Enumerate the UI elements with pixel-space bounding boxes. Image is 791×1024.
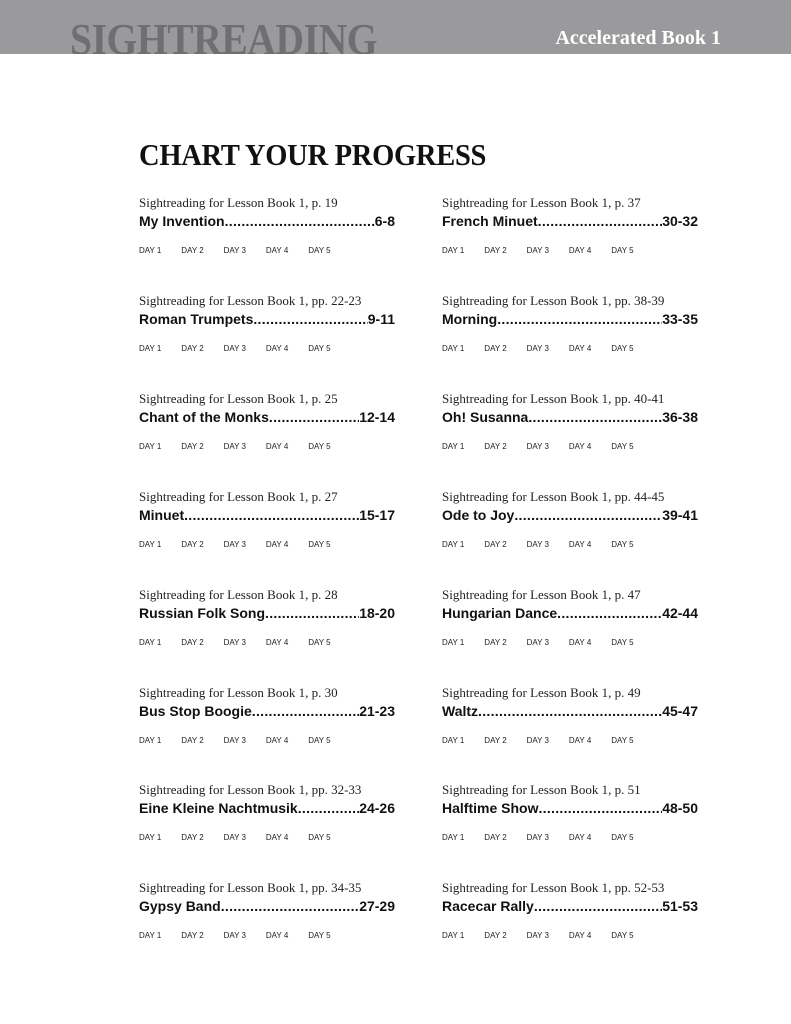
piece-line bbox=[442, 604, 698, 622]
day-row bbox=[139, 931, 395, 941]
piece-line bbox=[139, 408, 395, 426]
day-checkbox-label: DAY 2 bbox=[181, 246, 204, 255]
day-checkbox-label: DAY 1 bbox=[442, 637, 465, 647]
piece-pages: 39-41 bbox=[662, 506, 698, 523]
day-row bbox=[442, 833, 698, 843]
lesson-book-reference: Sightreading for Lesson Book 1, p. 49 bbox=[442, 684, 641, 700]
day-checkbox-label: DAY 5 bbox=[308, 735, 331, 745]
day-row bbox=[139, 736, 395, 746]
piece-pages: 33-35 bbox=[662, 310, 698, 327]
piece-title: Russian Folk Song bbox=[139, 604, 266, 621]
day-checkbox-label: DAY 4 bbox=[568, 343, 592, 353]
day-checkbox-label: DAY 5 bbox=[308, 441, 331, 451]
piece-pages: 48-50 bbox=[662, 800, 698, 817]
piece-entry bbox=[139, 880, 395, 941]
piece-title: Eine Kleine Nachtmusik bbox=[139, 800, 298, 817]
leader-dots bbox=[265, 604, 359, 622]
piece-pages: 6-8 bbox=[374, 213, 395, 229]
leader-dots bbox=[528, 408, 662, 426]
lesson-book-reference: Sightreading for Lesson Book 1, p. 37 bbox=[442, 195, 641, 210]
day-checkbox-label: DAY 5 bbox=[611, 539, 634, 549]
piece-line bbox=[139, 506, 395, 524]
piece-entry bbox=[139, 489, 395, 550]
day-checkbox-label: DAY 1 bbox=[139, 539, 162, 549]
day-row bbox=[442, 736, 698, 746]
piece-line bbox=[442, 702, 698, 720]
day-checkbox-label: DAY 5 bbox=[308, 931, 331, 941]
page-title: CHART YOUR PROGRESS bbox=[139, 137, 487, 172]
piece-entry bbox=[139, 293, 395, 354]
day-checkbox-label: DAY 3 bbox=[223, 735, 246, 745]
piece-pages: 36-38 bbox=[662, 408, 698, 425]
piece-line bbox=[442, 310, 698, 328]
header-brand: SIGHTREADING bbox=[70, 15, 378, 54]
day-checkbox-label: DAY 2 bbox=[484, 441, 507, 451]
leader-dots bbox=[252, 702, 359, 720]
piece-pages: 12-14 bbox=[359, 408, 395, 425]
day-row bbox=[442, 638, 698, 648]
day-checkbox-label: DAY 4 bbox=[265, 637, 289, 647]
piece-line bbox=[139, 212, 395, 230]
day-checkbox-label: DAY 4 bbox=[568, 931, 592, 941]
day-checkbox-label: DAY 5 bbox=[308, 833, 331, 843]
piece-line bbox=[442, 408, 698, 426]
day-checkbox-label: DAY 1 bbox=[442, 833, 465, 843]
day-checkbox-label: DAY 4 bbox=[265, 246, 289, 255]
piece-title: Racecar Rally bbox=[442, 898, 534, 915]
piece-pages: 18-20 bbox=[359, 604, 395, 621]
day-row bbox=[139, 638, 395, 648]
piece-line bbox=[139, 310, 395, 328]
piece-entry bbox=[139, 195, 395, 256]
day-row bbox=[139, 246, 395, 256]
day-checkbox-label: DAY 5 bbox=[308, 246, 331, 255]
piece-pages: 27-29 bbox=[359, 898, 395, 915]
day-checkbox-label: DAY 1 bbox=[139, 441, 162, 451]
leader-dots bbox=[225, 212, 375, 230]
day-checkbox-label: DAY 4 bbox=[265, 931, 289, 941]
piece-title: Minuet bbox=[139, 506, 185, 523]
day-checkbox-label: DAY 1 bbox=[442, 246, 465, 255]
day-checkbox-label: DAY 1 bbox=[442, 931, 465, 941]
piece-title: French Minuet bbox=[442, 213, 538, 229]
day-checkbox-label: DAY 1 bbox=[442, 539, 465, 549]
piece-title: My Invention bbox=[139, 213, 225, 229]
day-checkbox-label: DAY 5 bbox=[611, 735, 634, 745]
piece-entry bbox=[139, 391, 395, 452]
day-checkbox-label: DAY 1 bbox=[139, 343, 162, 353]
leader-dots bbox=[514, 506, 662, 524]
lesson-book-reference: Sightreading for Lesson Book 1, p. 28 bbox=[139, 586, 338, 602]
day-checkbox-label: DAY 2 bbox=[181, 931, 204, 941]
piece-pages: 24-26 bbox=[359, 800, 395, 817]
piece-entry bbox=[442, 391, 698, 452]
day-checkbox-label: DAY 3 bbox=[223, 539, 246, 549]
day-checkbox-label: DAY 4 bbox=[568, 441, 592, 451]
leader-dots bbox=[298, 799, 359, 817]
day-checkbox-label: DAY 1 bbox=[139, 735, 162, 745]
day-checkbox-label: DAY 5 bbox=[308, 637, 331, 647]
day-row bbox=[442, 344, 698, 354]
piece-title: Halftime Show bbox=[442, 800, 539, 817]
day-checkbox-label: DAY 3 bbox=[223, 441, 246, 451]
piece-title: Waltz bbox=[442, 702, 479, 719]
leader-dots bbox=[557, 604, 662, 622]
header-book-title: Accelerated Book 1 bbox=[555, 27, 721, 49]
day-checkbox-label: DAY 5 bbox=[308, 539, 331, 549]
leader-dots bbox=[253, 310, 367, 328]
day-checkbox-label: DAY 2 bbox=[181, 539, 204, 549]
day-checkbox-label: DAY 3 bbox=[223, 246, 246, 255]
leader-dots bbox=[269, 408, 359, 426]
lesson-book-reference: Sightreading for Lesson Book 1, p. 27 bbox=[139, 488, 338, 504]
day-checkbox-label: DAY 3 bbox=[526, 441, 549, 451]
piece-title: Morning bbox=[442, 310, 498, 327]
piece-pages: 45-47 bbox=[662, 702, 698, 719]
piece-pages: 9-11 bbox=[367, 310, 395, 327]
piece-title: Bus Stop Boogie bbox=[139, 702, 252, 719]
day-checkbox-label: DAY 5 bbox=[611, 637, 634, 647]
piece-title: Gypsy Band bbox=[139, 898, 221, 915]
day-row bbox=[139, 833, 395, 843]
day-checkbox-label: DAY 4 bbox=[568, 833, 592, 843]
day-checkbox-label: DAY 2 bbox=[484, 833, 507, 843]
leader-dots bbox=[478, 702, 662, 720]
piece-entry bbox=[442, 587, 698, 648]
lesson-book-reference: Sightreading for Lesson Book 1, pp. 32-33 bbox=[139, 782, 362, 798]
day-checkbox-label: DAY 2 bbox=[484, 343, 507, 353]
day-checkbox-label: DAY 3 bbox=[223, 833, 246, 843]
day-checkbox-label: DAY 4 bbox=[568, 246, 592, 255]
day-row bbox=[442, 246, 698, 256]
day-row bbox=[139, 442, 395, 452]
day-checkbox-label: DAY 2 bbox=[181, 637, 204, 647]
piece-title: Hungarian Dance bbox=[442, 604, 558, 621]
day-checkbox-label: DAY 4 bbox=[265, 539, 289, 549]
leader-dots bbox=[538, 799, 662, 817]
day-checkbox-label: DAY 5 bbox=[611, 833, 634, 843]
lesson-book-reference: Sightreading for Lesson Book 1, pp. 34-35 bbox=[139, 880, 362, 896]
leader-dots bbox=[534, 897, 662, 915]
lesson-book-reference: Sightreading for Lesson Book 1, p. 47 bbox=[442, 586, 641, 602]
piece-pages: 21-23 bbox=[359, 702, 395, 719]
leader-dots bbox=[184, 506, 359, 524]
day-checkbox-label: DAY 1 bbox=[139, 246, 162, 255]
day-row bbox=[442, 442, 698, 452]
day-checkbox-label: DAY 5 bbox=[611, 246, 634, 255]
piece-title: Oh! Susanna bbox=[442, 408, 529, 425]
day-checkbox-label: DAY 5 bbox=[308, 343, 331, 353]
day-checkbox-label: DAY 4 bbox=[568, 735, 592, 745]
day-checkbox-label: DAY 2 bbox=[181, 735, 204, 745]
piece-entry bbox=[139, 685, 395, 746]
day-checkbox-label: DAY 1 bbox=[442, 735, 465, 745]
piece-line bbox=[139, 702, 395, 720]
day-checkbox-label: DAY 2 bbox=[181, 343, 204, 353]
piece-line bbox=[442, 897, 698, 915]
day-checkbox-label: DAY 4 bbox=[265, 735, 289, 745]
day-checkbox-label: DAY 1 bbox=[442, 343, 465, 353]
day-checkbox-label: DAY 4 bbox=[265, 833, 289, 843]
day-checkbox-label: DAY 1 bbox=[442, 441, 465, 451]
piece-entry bbox=[442, 195, 698, 256]
lesson-book-reference: Sightreading for Lesson Book 1, p. 51 bbox=[442, 782, 641, 798]
lesson-book-reference: Sightreading for Lesson Book 1, p. 25 bbox=[139, 390, 338, 406]
day-checkbox-label: DAY 1 bbox=[139, 833, 162, 843]
day-row bbox=[442, 931, 698, 941]
piece-entry bbox=[442, 489, 698, 550]
piece-pages: 42-44 bbox=[662, 604, 698, 621]
piece-entry bbox=[139, 782, 395, 843]
day-checkbox-label: DAY 2 bbox=[484, 539, 507, 549]
piece-entry bbox=[442, 293, 698, 354]
piece-pages: 30-32 bbox=[662, 213, 698, 229]
lesson-book-reference: Sightreading for Lesson Book 1, p. 30 bbox=[139, 684, 338, 700]
day-checkbox-label: DAY 3 bbox=[526, 833, 549, 843]
piece-title: Chant of the Monks bbox=[139, 408, 269, 425]
piece-entry bbox=[442, 880, 698, 941]
piece-entry bbox=[139, 587, 395, 648]
day-checkbox-label: DAY 2 bbox=[484, 637, 507, 647]
day-checkbox-label: DAY 2 bbox=[484, 246, 507, 255]
day-checkbox-label: DAY 1 bbox=[139, 931, 162, 941]
lesson-book-reference: Sightreading for Lesson Book 1, pp. 44-45 bbox=[442, 488, 665, 504]
day-checkbox-label: DAY 5 bbox=[611, 343, 634, 353]
day-checkbox-label: DAY 2 bbox=[484, 931, 507, 941]
day-checkbox-label: DAY 3 bbox=[526, 343, 549, 353]
day-checkbox-label: DAY 5 bbox=[611, 441, 634, 451]
piece-pages: 51-53 bbox=[662, 898, 698, 915]
day-checkbox-label: DAY 3 bbox=[526, 931, 549, 941]
day-checkbox-label: DAY 3 bbox=[526, 637, 549, 647]
piece-line bbox=[442, 212, 698, 230]
leader-dots bbox=[221, 897, 359, 915]
day-checkbox-label: DAY 3 bbox=[223, 343, 246, 353]
day-checkbox-label: DAY 4 bbox=[568, 539, 592, 549]
day-checkbox-label: DAY 3 bbox=[223, 931, 246, 941]
piece-line bbox=[139, 799, 395, 817]
day-checkbox-label: DAY 4 bbox=[568, 637, 592, 647]
piece-line bbox=[442, 799, 698, 817]
piece-pages: 15-17 bbox=[359, 506, 395, 523]
day-checkbox-label: DAY 2 bbox=[181, 833, 204, 843]
day-checkbox-label: DAY 3 bbox=[526, 539, 549, 549]
lesson-book-reference: Sightreading for Lesson Book 1, pp. 22-23 bbox=[139, 292, 362, 308]
day-checkbox-label: DAY 3 bbox=[526, 246, 549, 255]
day-checkbox-label: DAY 3 bbox=[526, 735, 549, 745]
day-row bbox=[442, 540, 698, 550]
day-checkbox-label: DAY 4 bbox=[265, 441, 289, 451]
day-checkbox-label: DAY 1 bbox=[139, 637, 162, 647]
piece-line bbox=[442, 506, 698, 524]
piece-title: Ode to Joy bbox=[442, 506, 515, 523]
day-checkbox-label: DAY 2 bbox=[484, 735, 507, 745]
day-checkbox-label: DAY 3 bbox=[223, 637, 246, 647]
leader-dots bbox=[538, 212, 663, 230]
header-bar bbox=[0, 0, 791, 54]
day-checkbox-label: DAY 2 bbox=[181, 441, 204, 451]
piece-entry bbox=[442, 685, 698, 746]
lesson-book-reference: Sightreading for Lesson Book 1, pp. 38-39 bbox=[442, 292, 665, 308]
day-checkbox-label: DAY 5 bbox=[611, 931, 634, 941]
piece-title: Roman Trumpets bbox=[139, 310, 254, 327]
day-row bbox=[139, 344, 395, 354]
piece-line bbox=[139, 897, 395, 915]
piece-line bbox=[139, 604, 395, 622]
day-row bbox=[139, 540, 395, 550]
lesson-book-reference: Sightreading for Lesson Book 1, pp. 52-53 bbox=[442, 880, 665, 896]
leader-dots bbox=[497, 310, 662, 328]
lesson-book-reference: Sightreading for Lesson Book 1, p. 19 bbox=[139, 195, 338, 210]
lesson-book-reference: Sightreading for Lesson Book 1, pp. 40-41 bbox=[442, 390, 665, 406]
day-checkbox-label: DAY 4 bbox=[265, 343, 289, 353]
piece-entry bbox=[442, 782, 698, 843]
